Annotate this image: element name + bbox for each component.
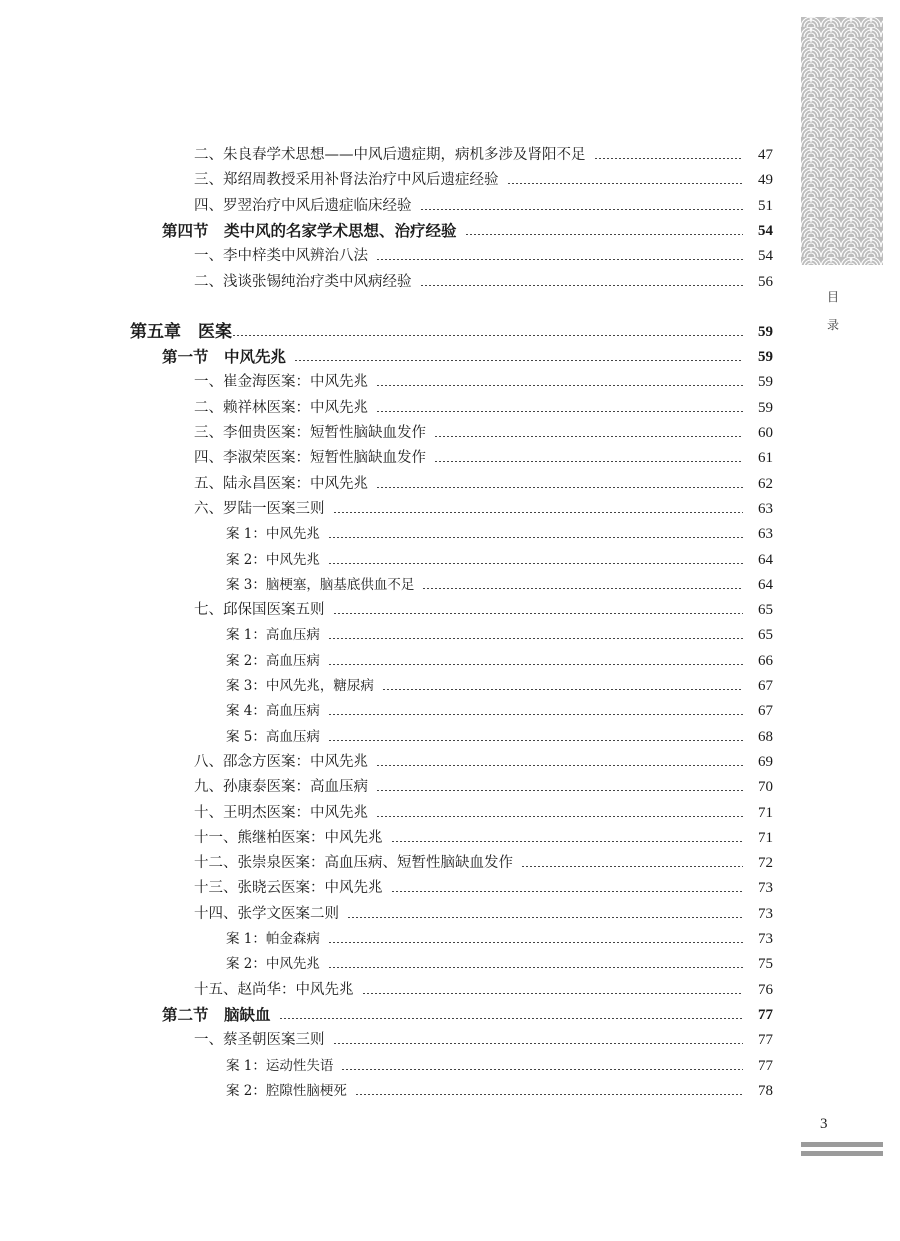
toc-entry-page: 75: [758, 956, 773, 973]
toc-dot-leader: [355, 1094, 743, 1095]
decorative-bar: [801, 1142, 883, 1147]
toc-entry-title: 案 2：腔隙性脑梗死: [226, 1082, 347, 1099]
toc-entry-section[interactable]: [162, 1002, 773, 1024]
toc-dot-leader: [333, 512, 744, 513]
toc-dot-leader: [362, 993, 744, 994]
toc-dot-leader: [328, 942, 743, 943]
toc-entry-page: 67: [758, 703, 773, 720]
toc-dot-leader: [328, 967, 743, 968]
toc-entry-page: 72: [758, 855, 773, 872]
toc-entry-page: 54: [758, 248, 773, 265]
toc-dot-leader: [376, 765, 743, 766]
toc-dot-leader: [376, 487, 743, 488]
toc-entry-title: 案 2：高血压病: [226, 652, 320, 669]
toc-dot-leader: [328, 537, 743, 538]
toc-entry-page: 51: [758, 197, 773, 214]
toc-entry-title: 二、赖祥林医案：中风先兆: [194, 399, 368, 416]
toc-entry-page: 77: [758, 1032, 773, 1049]
toc-entry-page: 61: [758, 450, 773, 467]
toc-entry-title: 案 2：中风先兆: [226, 956, 320, 973]
toc-entry-case[interactable]: [226, 622, 773, 644]
toc-entry-item[interactable]: [194, 800, 773, 822]
toc-entry-section[interactable]: [162, 218, 773, 240]
toc-entry-title: 第五章 医案: [130, 321, 232, 342]
toc-entry-page: 65: [758, 627, 773, 644]
toc-dot-leader: [347, 917, 743, 918]
toc-dot-leader: [279, 1018, 743, 1019]
toc-entry-title: 第一节 中风先兆: [162, 347, 287, 367]
toc-entry-title: 三、李佃贵医案：短暂性脑缺血发作: [194, 425, 426, 441]
toc-entry-title: 案 1：帕金森病: [226, 931, 320, 947]
toc-dot-leader: [341, 1069, 743, 1070]
toc-dot-leader: [376, 259, 743, 260]
toc-dot-leader: [328, 563, 743, 564]
toc-entry-item[interactable]: [194, 395, 773, 417]
wave-pattern-icon: [801, 17, 883, 265]
toc-entry-page: 77: [758, 1057, 773, 1074]
toc-entry-item[interactable]: [194, 774, 773, 796]
toc-entry-title: 案 2：中风先兆: [226, 551, 320, 568]
toc-entry-case[interactable]: [226, 648, 773, 670]
toc-entry-page: 64: [758, 551, 773, 568]
toc-entry-item[interactable]: [194, 471, 773, 493]
toc-entry-page: 63: [758, 500, 773, 517]
toc-entry-title: 十、王明杰医案：中风先兆: [194, 804, 368, 821]
toc-entry-item[interactable]: [194, 193, 773, 215]
toc-dot-leader: [294, 360, 743, 361]
toc-entry-title: 五、陆永昌医案：中风先兆: [194, 475, 368, 492]
toc-entry-item[interactable]: [194, 901, 773, 923]
toc-dot-leader: [434, 461, 743, 462]
toc-entry-title: 案 1：高血压病: [226, 627, 320, 644]
toc-entry-item[interactable]: [194, 850, 773, 872]
toc-entry-title: 十五、赵尚华：中风先兆: [194, 981, 354, 998]
toc-entry-title: 案 3：中风先兆，糖尿病: [226, 678, 374, 694]
toc-dot-leader: [521, 866, 743, 867]
toc-entry-chapter[interactable]: [130, 319, 773, 341]
toc-entry-title: 十四、张学文医案二则: [194, 905, 339, 922]
toc-entry-page: 63: [758, 526, 773, 543]
toc-entry-page: 65: [758, 602, 773, 619]
toc-entry-title: 七、邱保国医案五则: [194, 602, 325, 619]
toc-dot-leader: [420, 285, 744, 286]
decorative-bar: [801, 1151, 883, 1156]
toc-entry-page: 62: [758, 475, 773, 492]
toc-entry-title: 一、蔡圣朝医案三则: [194, 1032, 325, 1049]
toc-dot-leader: [328, 740, 743, 741]
toc-entry-title: 十一、熊继柏医案：中风先兆: [194, 829, 383, 846]
toc-dot-leader: [328, 638, 743, 639]
toc-dot-leader: [420, 209, 744, 210]
toc-entry-item[interactable]: [194, 243, 773, 265]
toc-entry-page: 69: [758, 753, 773, 770]
toc-entry-item[interactable]: [194, 597, 773, 619]
toc-dot-leader: [422, 588, 743, 589]
toc-entry-page: 56: [758, 273, 773, 290]
toc-entry-title: 一、李中梓类中风辨治八法: [194, 248, 368, 265]
toc-entry-title: 第四节 类中风的名家学术思想、治疗经验: [162, 220, 457, 240]
toc-entry-title: 九、孙康泰医案：高血压病: [194, 779, 368, 796]
toc-entry-page: 73: [758, 880, 773, 897]
side-label-lu: 录: [826, 318, 839, 332]
toc-entry-item[interactable]: [194, 977, 773, 999]
toc-entry-page: 64: [758, 576, 773, 593]
toc-entry-page: 54: [758, 222, 773, 239]
toc-entry-page: 71: [758, 804, 773, 821]
toc-entry-title: 案 1：运动性失语: [226, 1057, 334, 1074]
toc-entry-title: 十二、张崇泉医案：高血压病、短暂性脑缺血发作: [194, 855, 513, 872]
toc-entry-page: 68: [758, 728, 773, 745]
toc-dot-leader: [376, 411, 743, 412]
toc-entry-item[interactable]: [194, 167, 773, 189]
toc-entry-case[interactable]: [226, 521, 773, 543]
toc-entry-case[interactable]: [226, 926, 773, 948]
toc-dot-leader: [333, 613, 744, 614]
toc-entry-item[interactable]: [194, 496, 773, 518]
toc-entry-page: 67: [758, 678, 773, 694]
toc-dot-leader: [391, 891, 744, 892]
toc-entry-case[interactable]: [226, 673, 773, 695]
toc-entry-title: 第二节 脑缺血: [162, 1004, 271, 1024]
toc-entry-case[interactable]: [226, 572, 773, 594]
toc-entry-page: 77: [758, 1006, 773, 1023]
toc-entry-page: 73: [758, 905, 773, 922]
decorative-bars: [801, 1142, 883, 1160]
toc-entry-page: 78: [758, 1082, 773, 1099]
toc-entry-item[interactable]: [194, 369, 773, 391]
toc-dot-leader: [391, 841, 744, 842]
toc-entry-item[interactable]: [194, 825, 773, 847]
toc-dot-leader: [333, 1043, 744, 1044]
toc-entry-title: 八、邵念方医案：中风先兆: [194, 753, 368, 770]
toc-entry-case[interactable]: [226, 724, 773, 746]
toc-dot-leader: [328, 714, 743, 715]
toc-entry-section[interactable]: [162, 344, 773, 366]
toc-dot-leader: [232, 335, 743, 336]
toc-entry-page: 60: [758, 425, 773, 441]
toc-entry-item[interactable]: [194, 445, 773, 467]
toc-entry-item[interactable]: [194, 1027, 773, 1049]
toc-entry-page: 59: [758, 349, 773, 366]
toc-entry-title: 三、郑绍周教授采用补肾法治疗中风后遗症经验: [194, 172, 499, 189]
toc-entry-item[interactable]: [194, 269, 773, 291]
toc-entry-case[interactable]: [226, 1078, 773, 1100]
toc-entry-title: 十三、张晓云医案：中风先兆: [194, 880, 383, 897]
side-label-mu: 目: [826, 290, 839, 304]
toc-entry-page: 73: [758, 931, 773, 947]
toc-entry-page: 66: [758, 652, 773, 669]
page-number: 3: [820, 1116, 828, 1132]
toc-entry-page: 70: [758, 779, 773, 796]
toc-entry-page: 59: [758, 399, 773, 416]
toc-dot-leader: [382, 689, 743, 690]
toc-entry-case[interactable]: [226, 547, 773, 569]
toc-entry-item[interactable]: [194, 749, 773, 771]
toc-entry-page: 59: [758, 323, 773, 340]
toc-entry-title: 案 3：脑梗塞，脑基底供血不足: [226, 576, 415, 593]
toc-entry-title: 案 4：高血压病: [226, 703, 320, 720]
toc-dot-leader: [594, 158, 744, 159]
toc-entry-case[interactable]: [226, 951, 773, 973]
toc-dot-leader: [376, 790, 743, 791]
toc-entry-page: 49: [758, 172, 773, 189]
toc-dot-leader: [465, 234, 743, 235]
toc-dot-leader: [507, 183, 744, 184]
toc-dot-leader: [434, 436, 743, 437]
toc-entry-title: 一、崔金海医案：中风先兆: [194, 374, 368, 391]
toc-dot-leader: [376, 816, 743, 817]
toc-entry-page: 76: [758, 981, 773, 998]
toc-entry-title: 四、罗翌治疗中风后遗症临床经验: [194, 197, 412, 214]
toc-dot-leader: [376, 385, 743, 386]
toc-entry-page: 71: [758, 829, 773, 846]
toc-entry-item[interactable]: [194, 420, 773, 442]
toc-entry-case[interactable]: [226, 698, 773, 720]
toc-entry-title: 四、李淑荣医案：短暂性脑缺血发作: [194, 450, 426, 467]
toc-entry-item[interactable]: [194, 142, 773, 164]
toc-entry-page: 47: [758, 147, 773, 163]
toc-entry-title: 二、浅谈张锡纯治疗类中风病经验: [194, 273, 412, 290]
toc-entry-title: 案 5：高血压病: [226, 728, 320, 745]
decorative-wave-pattern: [801, 17, 883, 265]
toc-entry-title: 二、朱良春学术思想——中风后遗症期，病机多涉及肾阳不足: [194, 147, 586, 163]
toc-entry-item[interactable]: [194, 875, 773, 897]
toc-entry-case[interactable]: [226, 1053, 773, 1075]
toc-entry-page: 59: [758, 374, 773, 391]
toc-dot-leader: [328, 664, 743, 665]
toc-entry-title: 六、罗陆一医案三则: [194, 500, 325, 517]
toc-entry-title: 案 1：中风先兆: [226, 526, 320, 543]
